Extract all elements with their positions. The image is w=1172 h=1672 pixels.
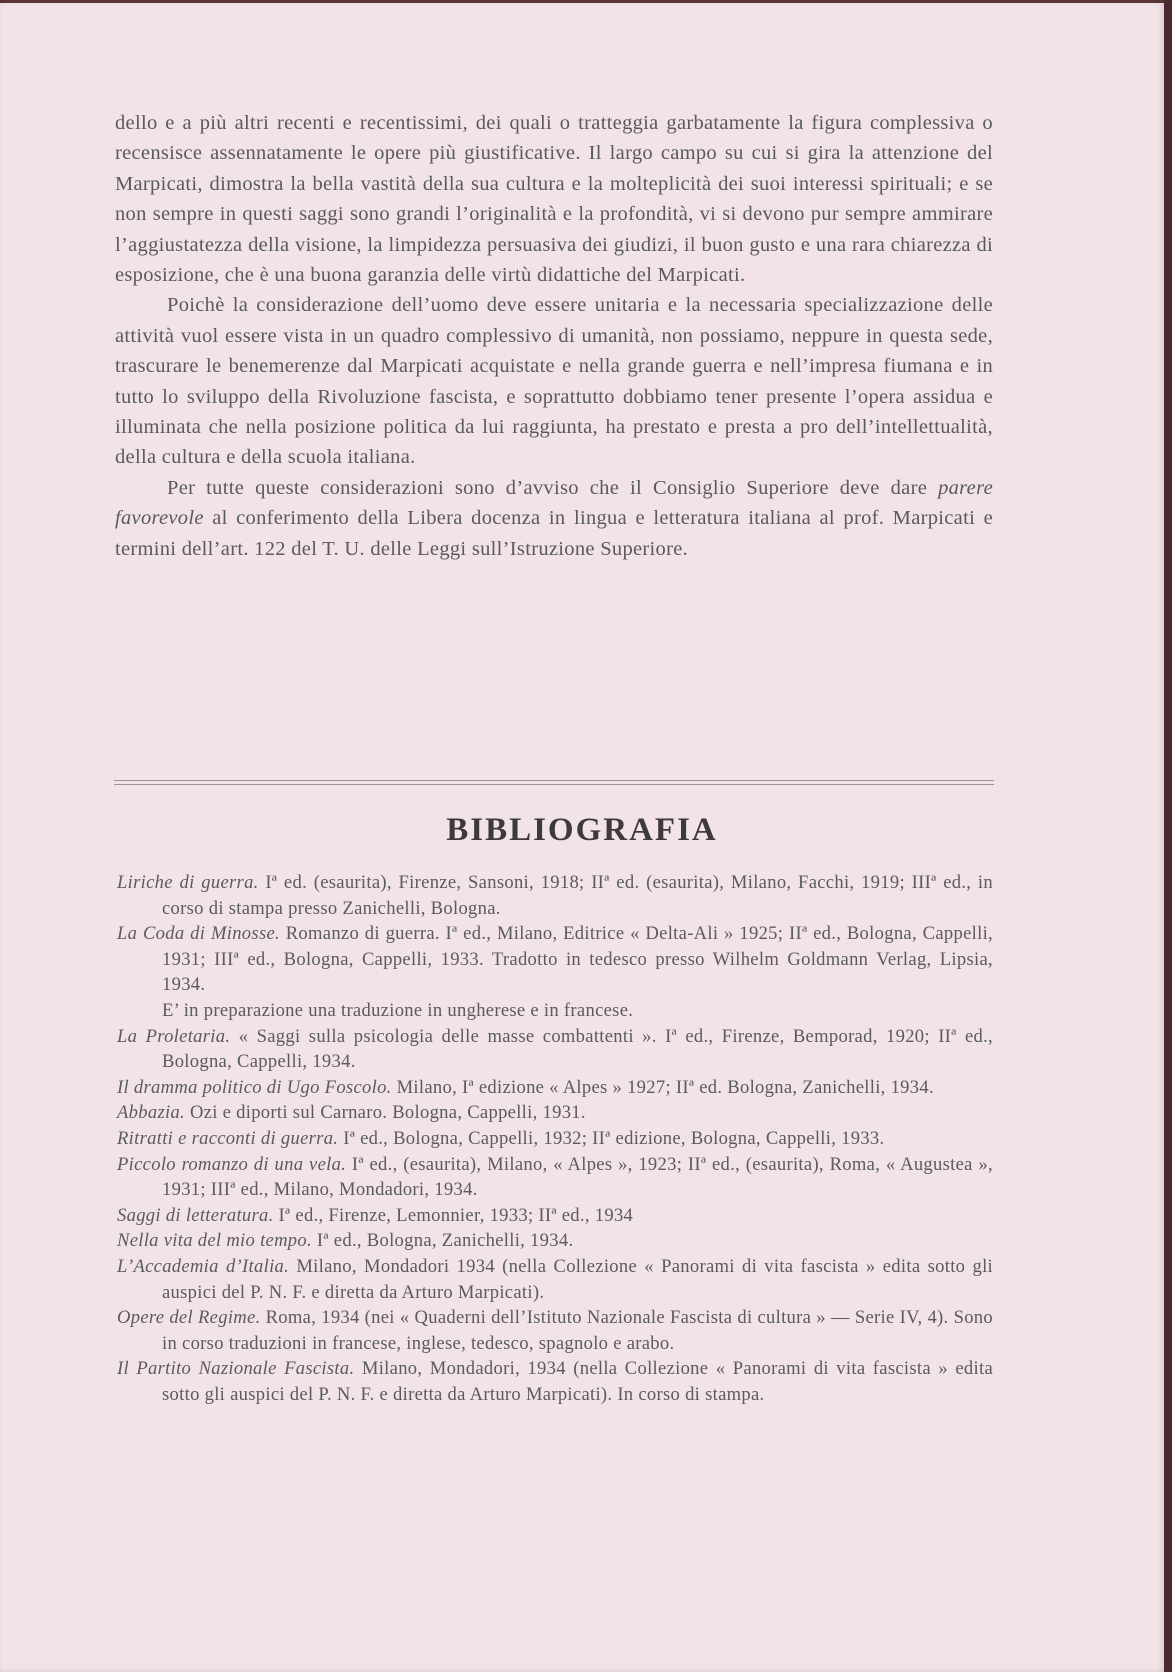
entry-title: Il dramma politico di Ugo Foscolo.	[117, 1076, 392, 1098]
bibliography-entry	[117, 1203, 993, 1229]
entry-details: « Saggi sulla psicologia delle masse combattenti ». Iª ed., Firenze, Bemporad, 1920; IIª ed., Bologna, Cappelli, 1934.	[162, 1025, 993, 1073]
bibliography-entry	[117, 1356, 993, 1407]
bibliography-list	[117, 870, 993, 1407]
entry-title: Abbazia.	[117, 1102, 185, 1124]
bibliography-entry	[117, 1126, 993, 1152]
entry-details: Milano, Mondadori 1934 (nella Collezione « Panorami di vita fascista » edita sotto gli auspici del P. N. F. e diretta da Arturo Marpicati).	[162, 1255, 994, 1303]
entry-title: Liriche di guerra.	[117, 872, 259, 893]
bibliography-entry	[117, 1305, 993, 1356]
bibliography-entry	[117, 1228, 993, 1254]
bibliography-heading: BIBLIOGRAFIA	[446, 812, 718, 848]
page-top-edge	[0, 0, 1172, 3]
body-paragraph: Poichè la considerazione dell’uomo deve essere unitaria e la necessaria specializzazione delle attività vuol essere vista in un quadro complessivo di umanità, non possiamo, neppure in questa sede, trascurare le benemerenze dal Marpicati acquistate e nella grande guerra e nell’impresa fiumana e in tutto lo sviluppo della Rivoluzione fascista, e soprattutto dobbiamo tener presente l’opera assidua e illuminata che nella posizione politica da lui raggiunta, ha prestato e presta a pro dell’intellettualità, della cultura e della scuola italiana.	[115, 294, 993, 469]
entry-title: Opere del Regime.	[117, 1307, 261, 1329]
entry-title: Piccolo romanzo di una vela.	[117, 1153, 347, 1175]
bibliography-entry	[117, 1075, 993, 1101]
entry-title: Ritratti e racconti di guerra.	[117, 1127, 339, 1149]
entry-details: Milano, Iª edizione « Alpes » 1927; IIª ed. Bologna, Zanichelli, 1934.	[396, 1076, 934, 1098]
section-divider	[114, 784, 994, 785]
body-paragraph-final	[115, 473, 993, 564]
body-text	[115, 108, 993, 564]
entry-details: Iª ed., Bologna, Cappelli, 1932; IIª edizione, Bologna, Cappelli, 1933.	[343, 1127, 885, 1149]
entry-details: Iª ed. (esaurita), Firenze, Sansoni, 1918; IIª ed. (esaurita), Milano, Facchi, 1919; IIIª ed., in corso di stampa presso Zanichelli, Bologna.	[162, 872, 993, 919]
entry-details: Iª ed., Firenze, Lemonnier, 1933; IIª ed., 1934	[278, 1204, 634, 1226]
entry-details: Romanzo di guerra. Iª ed., Milano, Editrice « Delta-Ali » 1925; IIª ed., Bologna, Cappelli, 1931; IIIª ed., Bologna, Cappelli, 1933. Tradotto in tedesco presso Wilhelm Goldmann Verlag, Lipsia, 1934.	[162, 923, 993, 996]
entry-details: Milano, Mondadori, 1934 (nella Collezione « Panorami di vita fascista » edita sotto gli auspici del P. N. F. e diretta da Arturo Marpicati). In corso di stampa.	[162, 1358, 993, 1405]
bibliography-entry	[117, 921, 993, 1023]
bibliography-entry	[117, 1100, 993, 1126]
bibliography-entry	[117, 1024, 993, 1075]
final-paragraph-start: Per tutte queste considerazioni sono d’avviso che il Consiglio Superiore deve dare	[167, 476, 928, 499]
entry-title: La Coda di Minosse.	[117, 923, 280, 945]
entry-details: Iª ed., (esaurita), Milano, « Alpes », 1923; IIª ed., (esaurita), Roma, « Augustea », 1931; IIIª ed., Milano, Mondadori, 1934.	[162, 1153, 993, 1201]
entry-details: Iª ed., Bologna, Zanichelli, 1934.	[316, 1230, 574, 1252]
entry-title: Saggi di letteratura.	[117, 1204, 274, 1226]
entry-title: Nella vita del mio tempo.	[117, 1230, 312, 1252]
final-paragraph-end: al conferimento della Libera docenza in lingua e letteratura italiana al prof. Marpicati e termini dell’art. 122 del T. U. delle Leggi sull’Istruzione Superiore.	[115, 507, 993, 560]
bibliography-entry	[117, 870, 993, 921]
bibliography-entry	[117, 1152, 993, 1203]
body-paragraph: dello e a più altri recenti e recentissimi, dei quali o tratteggia garbatamente la figura complessiva o recensisce assennatamente le opere più giustificative. Il largo campo su cui si gira la attenzione del Marpicati, dimostra la bella vastità della sua cultura e la molteplicità dei suoi interessi spirituali; e se non sempre in questi saggi sono grandi l’originalità e la profondità, vi si devono pur sempre ammirare l’aggiustatezza della visione, la limpidezza persuasiva dei giudizi, il buon gusto e una rara chiarezza di esposizione, che è una buona garanzia delle virtù didattiche del Marpicati.	[115, 112, 993, 287]
section-divider	[114, 780, 994, 781]
entry-note: E’ in preparazione una traduzione in ungherese e in francese.	[162, 999, 634, 1021]
entry-title: L’Accademia d’Italia.	[117, 1255, 290, 1277]
entry-title: La Proletaria.	[117, 1025, 231, 1047]
entry-title: Il Partito Nazionale Fascista.	[117, 1358, 355, 1380]
final-paragraph-emphasis: parere favorevole	[115, 476, 993, 530]
page-binding-edge	[1164, 0, 1172, 1672]
entry-details: Ozi e diporti sul Carnaro. Bologna, Cappelli, 1931.	[189, 1102, 586, 1124]
bibliography-entry	[117, 1254, 993, 1305]
entry-details: Roma, 1934 (nei « Quaderni dell’Istituto Nazionale Fascista di cultura » — Serie IV, 4). Sono in corso traduzioni in francese, inglese, tedesco, spagnolo e arabo.	[162, 1307, 993, 1354]
